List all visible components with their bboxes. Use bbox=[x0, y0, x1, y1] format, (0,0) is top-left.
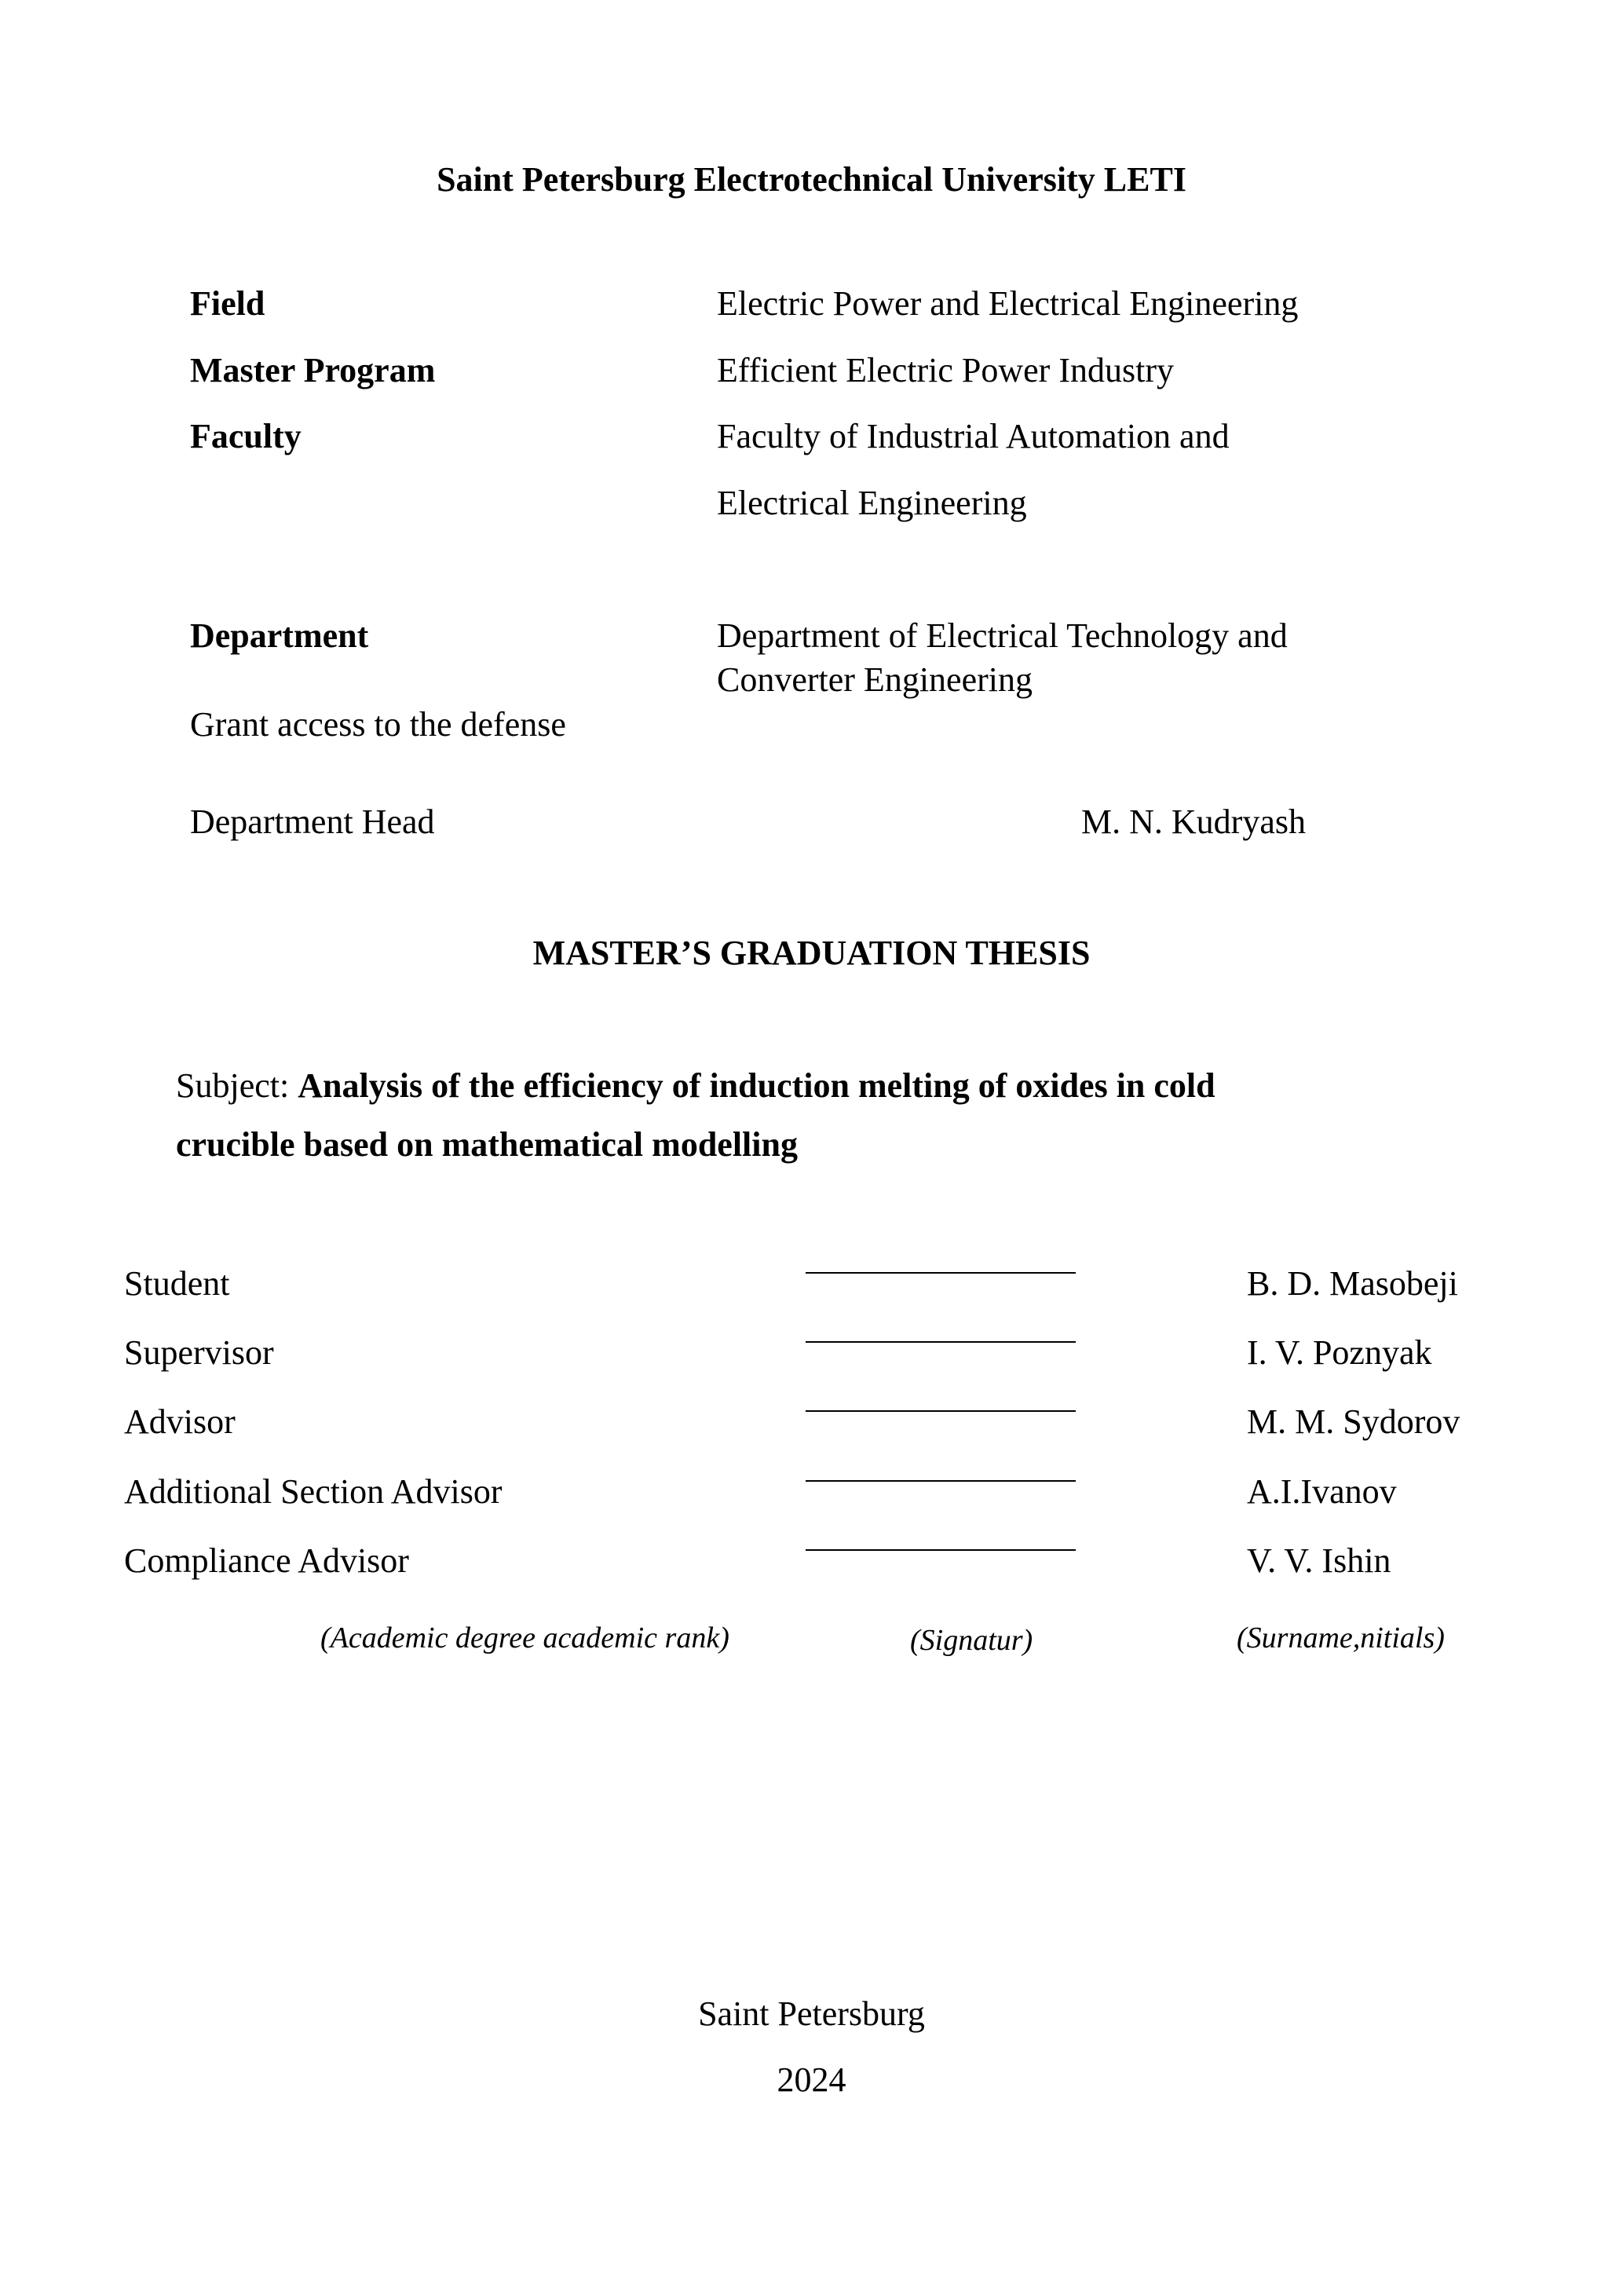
signature-line bbox=[806, 1341, 1076, 1343]
signatory-name: B. D. Masobeji bbox=[1247, 1264, 1458, 1303]
signature-line bbox=[806, 1480, 1076, 1482]
signatory-role: Student bbox=[124, 1264, 230, 1303]
signature-line bbox=[806, 1272, 1076, 1274]
signatory-name: A.I.Ivanov bbox=[1247, 1472, 1397, 1511]
field-label: Field bbox=[190, 284, 265, 323]
signature-line bbox=[806, 1549, 1076, 1551]
department-label: Department bbox=[190, 616, 369, 655]
year: 2024 bbox=[777, 2060, 846, 2099]
faculty-value-line1: Faculty of Industrial Automation and bbox=[717, 417, 1230, 455]
thesis-type-heading: MASTER’S GRADUATION THESIS bbox=[532, 934, 1091, 972]
faculty-value-line2: Electrical Engineering bbox=[717, 484, 1027, 522]
signatory-role: Compliance Advisor bbox=[124, 1541, 409, 1580]
subject-title-line1: Analysis of the efficiency of induction melting of oxides in cold bbox=[298, 1066, 1215, 1105]
subject-title-line2: crucible based on mathematical modelling bbox=[176, 1125, 798, 1164]
caption-name: (Surname,nitials) bbox=[1237, 1621, 1445, 1654]
signatory-name: I. V. Poznyak bbox=[1247, 1333, 1432, 1372]
department-head-name: M. N. Kudryash bbox=[1081, 803, 1306, 841]
signature-line bbox=[806, 1410, 1076, 1412]
signatory-role: Advisor bbox=[124, 1402, 236, 1441]
signatory-role: Additional Section Advisor bbox=[124, 1472, 503, 1511]
program-label: Master Program bbox=[190, 351, 436, 389]
signatory-role: Supervisor bbox=[124, 1333, 274, 1372]
subject-line1 bbox=[176, 1066, 1215, 1106]
signatory-name: M. M. Sydorov bbox=[1247, 1402, 1460, 1441]
faculty-label: Faculty bbox=[190, 417, 302, 455]
university-name: Saint Petersburg Electrotechnical University LETI bbox=[437, 160, 1186, 199]
department-value-line2: Converter Engineering bbox=[717, 660, 1033, 699]
caption-rank: (Academic degree academic rank) bbox=[320, 1621, 729, 1654]
subject-label: Subject: bbox=[176, 1066, 290, 1105]
grant-access-text: Grant access to the defense bbox=[190, 705, 566, 744]
department-value-line1: Department of Electrical Technology and bbox=[717, 616, 1288, 655]
city: Saint Petersburg bbox=[698, 1994, 925, 2033]
signatory-name: V. V. Ishin bbox=[1247, 1541, 1391, 1580]
caption-signature: (Signatur) bbox=[910, 1624, 1033, 1657]
department-head-label: Department Head bbox=[190, 803, 435, 841]
field-value: Electric Power and Electrical Engineering bbox=[717, 284, 1299, 323]
program-value: Efficient Electric Power Industry bbox=[717, 351, 1174, 389]
